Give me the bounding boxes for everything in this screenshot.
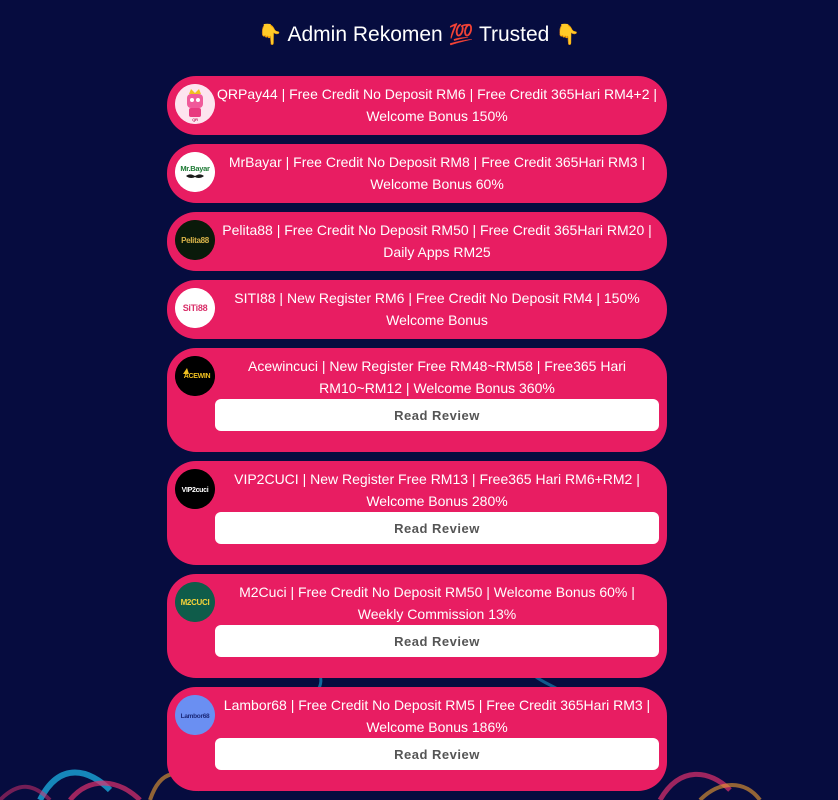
logo-text: Pelita88	[181, 236, 209, 245]
logo-text: SiTi88	[182, 303, 208, 313]
offer-list	[167, 76, 667, 800]
logo-text: QR	[192, 117, 198, 122]
logo-text: VIP2cuci	[181, 487, 209, 494]
logo-text: ACEWIN	[183, 373, 211, 380]
offer-description: M2Cuci | Free Credit No Deposit RM50 | Welcome Bonus 60% | Weekly Commission 13%	[239, 584, 635, 622]
read-review-button[interactable]: Read Review	[215, 738, 659, 770]
offer-card-qrpay44[interactable]	[167, 76, 667, 135]
offer-description: VIP2CUCI | New Register Free RM13 | Free365 Hari RM6+RM2 | Welcome Bonus 280%	[234, 471, 640, 509]
mrbayar-logo-icon	[175, 152, 215, 192]
siti88-logo-icon	[175, 288, 215, 328]
title-text: Admin Rekomen	[287, 23, 443, 46]
m2cuci-logo-icon	[175, 582, 215, 622]
vip2cuci-logo-icon	[175, 469, 215, 509]
lambor68-logo-icon	[175, 695, 215, 735]
offer-card-pelita88[interactable]	[167, 212, 667, 271]
qrpay44-logo-icon	[175, 84, 215, 124]
offer-card-mrbayar[interactable]	[167, 144, 667, 203]
offer-card-m2cuci	[167, 574, 667, 678]
title-trusted: Trusted	[478, 23, 550, 46]
acewincuci-logo-icon	[175, 356, 215, 396]
read-review-button[interactable]: Read Review	[215, 625, 659, 657]
offer-description: Acewincuci | New Register Free RM48~RM58 | Free365 Hari RM10~RM12 | Welcome Bonus 360%	[247, 358, 627, 396]
offer-description: QRPay44 | Free Credit No Deposit RM6 | Free Credit 365Hari RM4+2 | Welcome Bonus 150%	[216, 86, 657, 124]
pointing-down-icon: 👇	[257, 22, 283, 46]
offer-description: Lambor68 | Free Credit No Deposit RM5 | Free Credit 365Hari RM3 | Welcome Bonus 186%	[223, 697, 651, 735]
logo-text: Lambor68	[180, 713, 210, 720]
offer-card-siti88[interactable]	[167, 280, 667, 339]
logo-text: M2CUCI	[180, 598, 210, 607]
read-review-button[interactable]: Read Review	[215, 512, 659, 544]
offer-card-acewincuci	[167, 348, 667, 452]
pelita88-logo-icon	[175, 220, 215, 260]
logo-text: Mr.Bayar	[180, 164, 210, 173]
offer-description: SITI88 | New Register RM6 | Free Credit No Deposit RM4 | 150% Welcome Bonus	[234, 290, 640, 328]
hundred-points-icon: 💯	[448, 22, 474, 46]
read-review-button[interactable]: Read Review	[215, 399, 659, 431]
offer-card-vip2cuci	[167, 461, 667, 565]
offer-description: MrBayar | Free Credit No Deposit RM8 | Free Credit 365Hari RM3 | Welcome Bonus 60%	[228, 154, 646, 192]
page-title	[0, 0, 838, 48]
offer-description: Pelita88 | Free Credit No Deposit RM50 | Free Credit 365Hari RM20 | Daily Apps RM25	[222, 222, 652, 260]
offer-card-lambor68	[167, 687, 667, 791]
pointing-down-icon: 👇	[555, 22, 581, 46]
